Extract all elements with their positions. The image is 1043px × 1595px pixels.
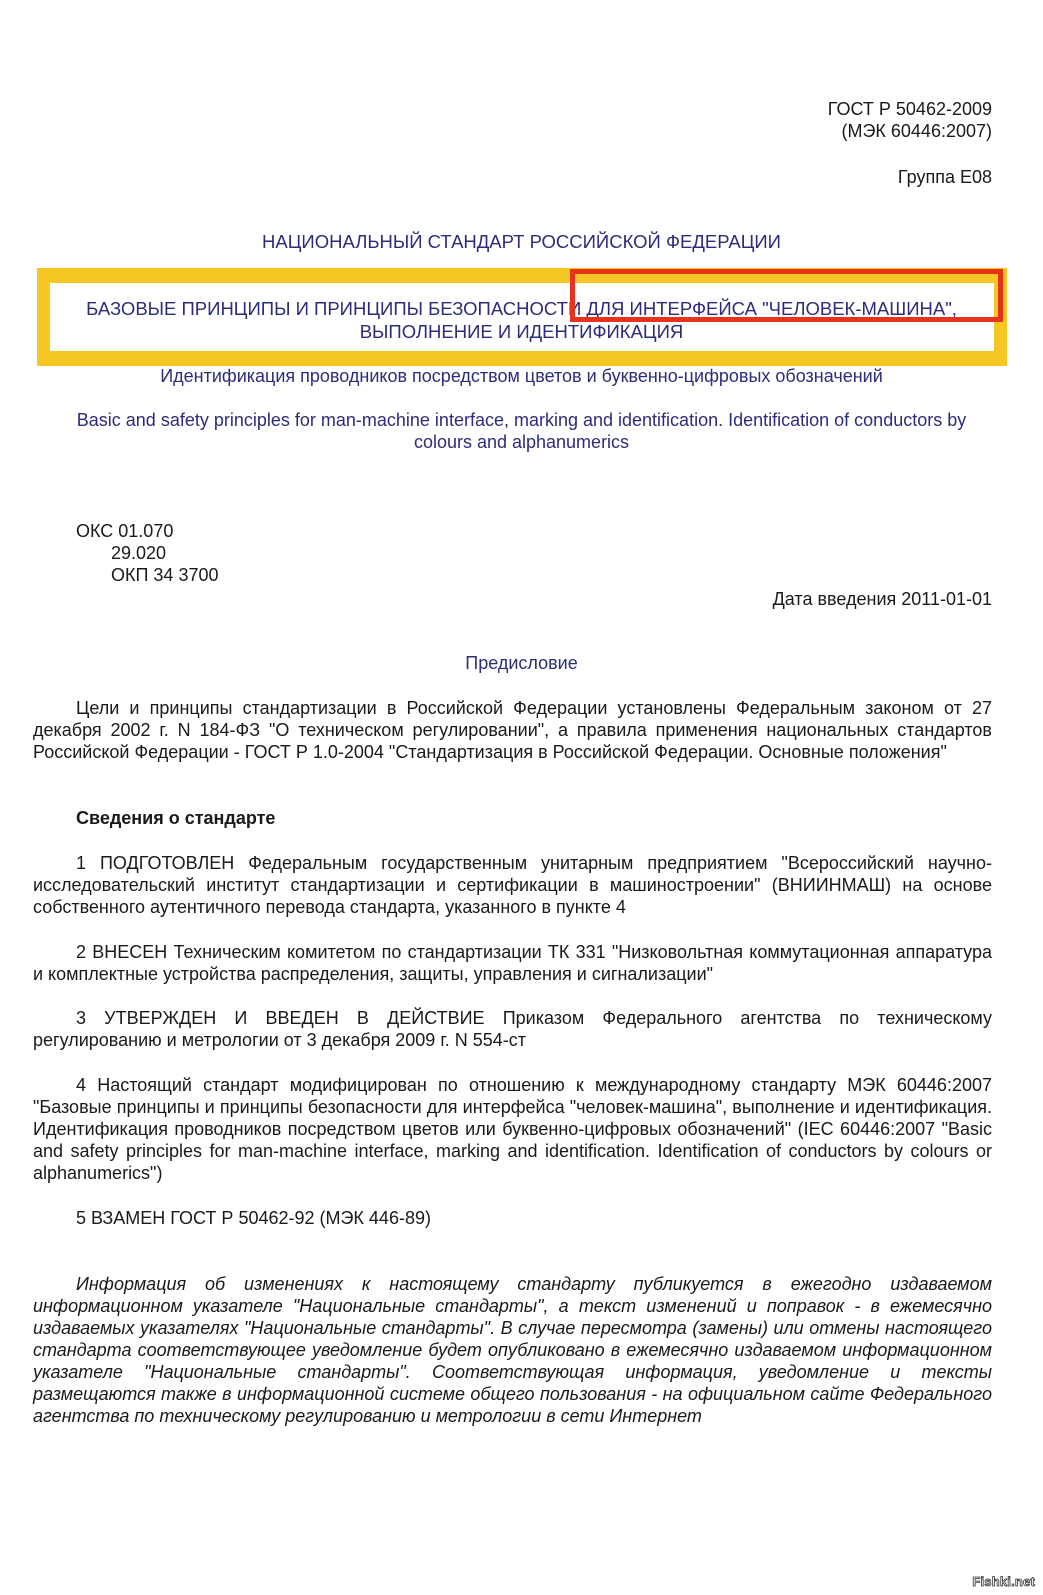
national-standard-title: НАЦИОНАЛЬНЫЙ СТАНДАРТ РОССИЙСКОЙ ФЕДЕРАЦИИ bbox=[262, 231, 781, 252]
main-title-line-2: ВЫПОЛНЕНИЕ И ИДЕНТИФИКАЦИЯ bbox=[359, 321, 684, 342]
standard-info-item: 2 ВНЕСЕН Техническим комитетом по стандартизации ТК 331 "Низковольтная коммутационная аппаратура и комплектные устройства распределения, защиты, управления и сигнализации" bbox=[33, 942, 992, 984]
red-highlight-box bbox=[570, 269, 1003, 322]
document-header bbox=[828, 98, 992, 142]
standard-info-item: 3 УТВЕРЖДЕН И ВВЕДЕН В ДЕЙСТВИЕ Приказом Федерального агентства по техническому регулированию и метрологии от 3 декабря 2009 г. N 554-ст bbox=[33, 1008, 992, 1050]
standard-info-heading: Сведения о стандарте bbox=[76, 808, 276, 828]
gost-number: ГОСТ Р 50462-2009 bbox=[827, 99, 992, 119]
foreword-heading: Предисловие bbox=[465, 653, 578, 673]
foreword-paragraph: Цели и принципы стандартизации в Российской Федерации установлены Федеральным законом от 27 декабря 2002 г. N 184-ФЗ "О техническом регулировании", а правила применения национальных стандартов Российской Федерации - ГОСТ Р 1.0-2004 "Стандартизация в Российской Федерации. Основные положения" bbox=[33, 698, 992, 762]
standard-info-item: 5 ВЗАМЕН ГОСТ Р 50462-92 (МЭК 446-89) bbox=[76, 1208, 431, 1228]
amendments-note: Информация об изменениях к настоящему стандарту публикуется в ежегодно издаваемом информационном указателе "Национальные стандарты", а текст изменений и поправок - в ежемесячно издаваемых указателях "Национальные стандарты". В случае пересмотра (замены) или отмены настоящего стандарта соответствующее уведомление будет опубликовано в ежемесячно издаваемом информационном указателе "Национальные стандарты". Соответствующая информация, уведомление и тексты размещаются также в информационной системе общего пользования - на официальном сайте Федерального агентства по техническому регулированию и метрологии в сети Интернет bbox=[33, 1274, 992, 1426]
group-code: Группа Е08 bbox=[897, 167, 992, 187]
watermark-logo: Fishki.net bbox=[972, 1574, 1035, 1589]
iec-number: (МЭК 60446:2007) bbox=[841, 121, 992, 141]
subtitle-ru: Идентификация проводников посредством цветов и буквенно-цифровых обозначений bbox=[160, 366, 883, 386]
subtitle-en bbox=[0, 409, 1043, 453]
classification-codes bbox=[76, 520, 219, 586]
introduction-date: Дата введения 2011-01-01 bbox=[772, 589, 992, 609]
subtitle-en-line-2: colours and alphanumerics bbox=[413, 432, 630, 452]
standard-info-item: 4 Настоящий стандарт модифицирован по отношению к международному стандарту МЭК 60446:2007 "Базовые принципы и принципы безопасности для интерфейса "человек-машина", выполнение и идентификация. Идентификация проводников посредством цветов или буквенно-цифровых обозначений" (IEC 60446:2007 "Basic and safety principles for man-machine interface, marking and identification. Identification of conductors by colours or alphanumerics") bbox=[33, 1075, 992, 1183]
oks-code: ОКС 01.070 bbox=[76, 521, 174, 541]
standard-info-item: 1 ПОДГОТОВЛЕН Федеральным государственным унитарным предприятием "Всероссийский научно-исследовательский институт стандартизации и сертификации в машиностроении" (ВНИИНМАШ) на основе собственного аутентичного перевода стандарта, указанного в пункте 4 bbox=[33, 853, 992, 917]
subtitle-en-line-1: Basic and safety principles for man-machine interface, marking and identification. Identification of conductors by bbox=[76, 410, 967, 430]
main-title-line-1: БАЗОВЫЕ ПРИНЦИПЫ И ПРИНЦИПЫ БЕЗОПАСНОСТИ ДЛЯ ИНТЕРФЕЙСА "ЧЕЛОВЕК-МАШИНА", bbox=[86, 298, 957, 319]
okp-code: ОКП 34 3700 bbox=[111, 565, 219, 585]
oks-code-secondary: 29.020 bbox=[111, 543, 167, 563]
